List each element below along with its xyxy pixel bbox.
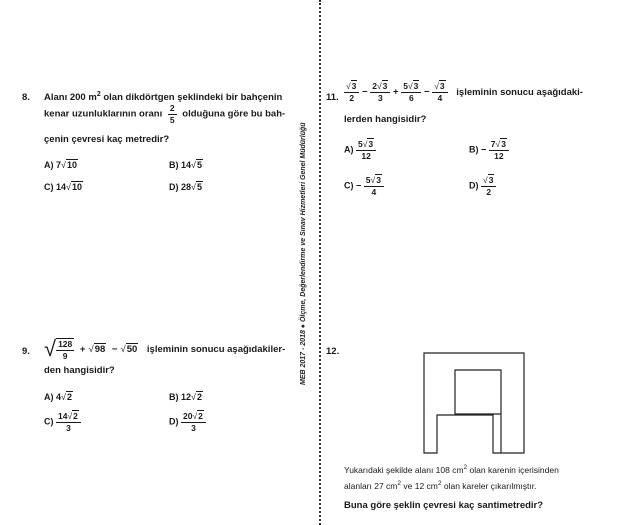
column-divider [319, 0, 321, 525]
answer-option-a[interactable]: A) $\frac{5√3}{12}$ [344, 140, 376, 160]
answer-option-b[interactable]: B) 14√5 [169, 160, 202, 170]
question-text-line: alanları 27 $cm^2$ ve 12 $cm^2$ olan kareler çıkarılmıştır. [344, 480, 537, 491]
question-number: 8. [22, 92, 30, 103]
question-text-line: kenar uzunluklarının oranı $\frac{2}{5}$ olduğuna göre bu bah- [44, 103, 286, 125]
answer-option-c[interactable]: C) $\frac{14√2}{3}$ [44, 412, 81, 432]
question-number: 11. [326, 92, 339, 103]
question-text-line: Yukarıdaki şekilde alanı 108 $cm^2$ olan karenin içerisinden [344, 464, 559, 475]
question-expression: √ $\frac{128}{9}$ + √98 − √50 işleminin sonucu aşağıdakiler- [44, 336, 286, 361]
question-number: 12. [326, 346, 340, 357]
sqrt-fraction: $\frac{128}{9}$ [58, 339, 73, 361]
sidebar-publisher-text: MEB 2017 - 2018 ● Ölçme, Değerlendirme ve Sınav Hizmetleri Genel Müdürlüğü [300, 122, 307, 385]
answer-option-d[interactable]: D) $\frac{20√2}{3}$ [169, 412, 206, 432]
cut-square-outline [424, 353, 524, 453]
question-text-line: den hangisidir? [44, 365, 115, 376]
answer-option-b[interactable]: B) 12√2 [169, 392, 202, 402]
question-text-line: çenin çevresi kaç metredir? [44, 134, 170, 145]
answer-option-c[interactable]: C) − $\frac{5√3}{4}$ [344, 176, 384, 196]
answer-option-d[interactable]: D) $\frac{√3}{2}$ [469, 176, 496, 196]
question-prompt: Buna göre şeklin çevresi kaç santimetredir? [344, 500, 544, 511]
question-expression: $\frac{√3}{2}$ − $\frac{2√3}{3}$ + $\frac{5√3}{6}$ − $\frac{√3}{4}$ işleminin sonucu aşağıdaki- [346, 81, 583, 103]
question-text-line: lerden hangisidir? [344, 114, 427, 125]
answer-option-b[interactable]: B) − $\frac{7√3}{12}$ [469, 140, 509, 160]
question-text-line: Alanı 200 $m^2$ olan dikdörtgen şeklindeki bir bahçenin [44, 91, 283, 104]
ratio-fraction: $\frac{2}{5}$ [169, 103, 175, 125]
question-number: 9. [22, 346, 30, 357]
answer-option-a[interactable]: A) 4√2 [44, 392, 72, 402]
h-shape-figure [420, 349, 528, 457]
answer-option-c[interactable]: C) 14√10 [44, 182, 82, 192]
answer-option-d[interactable]: D) 28√5 [169, 182, 202, 192]
answer-option-a[interactable]: A) 7√10 [44, 160, 77, 170]
